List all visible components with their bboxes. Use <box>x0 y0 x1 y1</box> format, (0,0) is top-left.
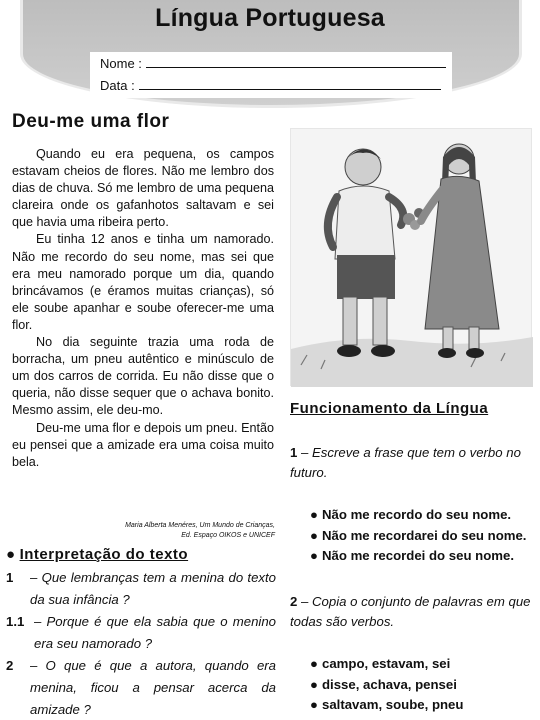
option-item[interactable] <box>310 546 526 567</box>
question-text: Que lembranças tem a menina do texto da sua infância ? <box>30 570 277 607</box>
question-item <box>6 655 276 720</box>
language-question-1 <box>290 443 538 483</box>
question-number: 1 <box>290 445 298 460</box>
language-question-2 <box>290 592 538 632</box>
question-number: 1.1 <box>6 614 25 629</box>
option-text: saltavam, soube, pneu <box>322 697 464 712</box>
credit-publisher: Ed. Espaço OIKOS e UNICEF <box>181 532 275 539</box>
question-text: Escreve a frase que tem o verbo no futuro. <box>290 445 521 480</box>
story-title: Deu-me uma flor <box>12 111 170 132</box>
option-text: Não me recordo do seu nome. <box>322 507 512 522</box>
bullet-icon: ● <box>310 656 318 671</box>
bullet-icon: ● <box>310 527 318 543</box>
bullet-icon: ● <box>6 546 16 563</box>
dash: – <box>30 658 46 673</box>
question-number: 2 <box>6 658 14 673</box>
story-paragraph: Eu tinha 12 anos e tinha um namorado. Não me recordo do seu nome, mas sei que era meu namorado porque um dia, quando brincávamos (e éramos muitas crianças), só ele soube apanhar e soube oferecer-me uma flor. <box>12 232 274 332</box>
bullet-icon: ● <box>310 697 318 712</box>
interpretation-questions <box>6 567 276 720</box>
name-label: Nome : <box>100 56 142 71</box>
option-text: Não me recordei do seu nome. <box>322 548 515 563</box>
story-paragraph: Deu-me uma flor e depois um pneu. Então eu pensei que a amizade era uma coisa muito bela. <box>12 420 274 469</box>
story-text <box>12 146 274 471</box>
question-item <box>6 567 276 611</box>
option-item[interactable] <box>310 654 463 675</box>
interpretation-heading-text: Interpretação do texto <box>19 546 189 563</box>
bullet-icon: ● <box>310 507 318 522</box>
q2-options <box>310 654 463 716</box>
date-line[interactable] <box>139 78 441 90</box>
dash: – <box>301 445 313 460</box>
name-line[interactable] <box>146 56 446 68</box>
option-item[interactable] <box>310 526 526 547</box>
question-text: Porque é que ela sabia que o menino era seu namorado ? <box>34 614 277 651</box>
date-label: Data : <box>100 78 135 93</box>
bullet-icon: ● <box>310 548 318 563</box>
question-item <box>6 611 276 655</box>
bullet-icon: ● <box>310 676 318 692</box>
option-text: Não me recordarei do seu nome. <box>322 527 527 543</box>
story-paragraph: No dia seguinte trazia uma roda de borracha, um pneu autêntico e minúsculo de um dos carros de corrida. Eu não disse que o queria, não disse sequer que o achava bonito. Mesmo assim, ele deu-mo. <box>12 335 274 418</box>
question-number: 1 <box>6 570 14 585</box>
option-item[interactable] <box>310 675 463 696</box>
q1-options <box>310 505 526 567</box>
question-text: O que é que a autora, quando era menina, ficou a pensar acerca da amizade ? <box>30 658 277 717</box>
option-text: disse, achava, pensei <box>322 676 457 692</box>
dash: – <box>30 570 42 585</box>
student-info-box <box>90 52 452 98</box>
story-paragraph: Quando eu era pequena, os campos estavam cheios de flores. Não me lembro dos dias de chuva. Só me lembro de uma pequena clareira onde os gafanhotos saltavam e sei que havia uma ribeira perto. <box>12 147 274 230</box>
dash: – <box>301 594 313 609</box>
boy-girl-flower-illustration <box>290 128 532 386</box>
credit-author: Maria Alberta Menéres, Um Mundo de Crianças, <box>125 522 275 529</box>
option-item[interactable] <box>310 505 526 526</box>
page-title: Língua Portuguesa <box>155 4 385 32</box>
date-field[interactable] <box>100 78 441 93</box>
name-field[interactable] <box>100 56 446 71</box>
dash: – <box>34 614 47 629</box>
story-credit <box>80 521 275 541</box>
illustration-drawing <box>291 129 533 387</box>
option-item[interactable] <box>310 695 463 716</box>
language-heading: Funcionamento da Língua <box>290 400 489 417</box>
option-text: campo, estavam, sei <box>322 656 451 671</box>
interpretation-heading <box>6 546 188 563</box>
question-text: Copia o conjunto de palavras em que todas são verbos. <box>290 594 531 629</box>
question-number: 2 <box>290 594 298 609</box>
